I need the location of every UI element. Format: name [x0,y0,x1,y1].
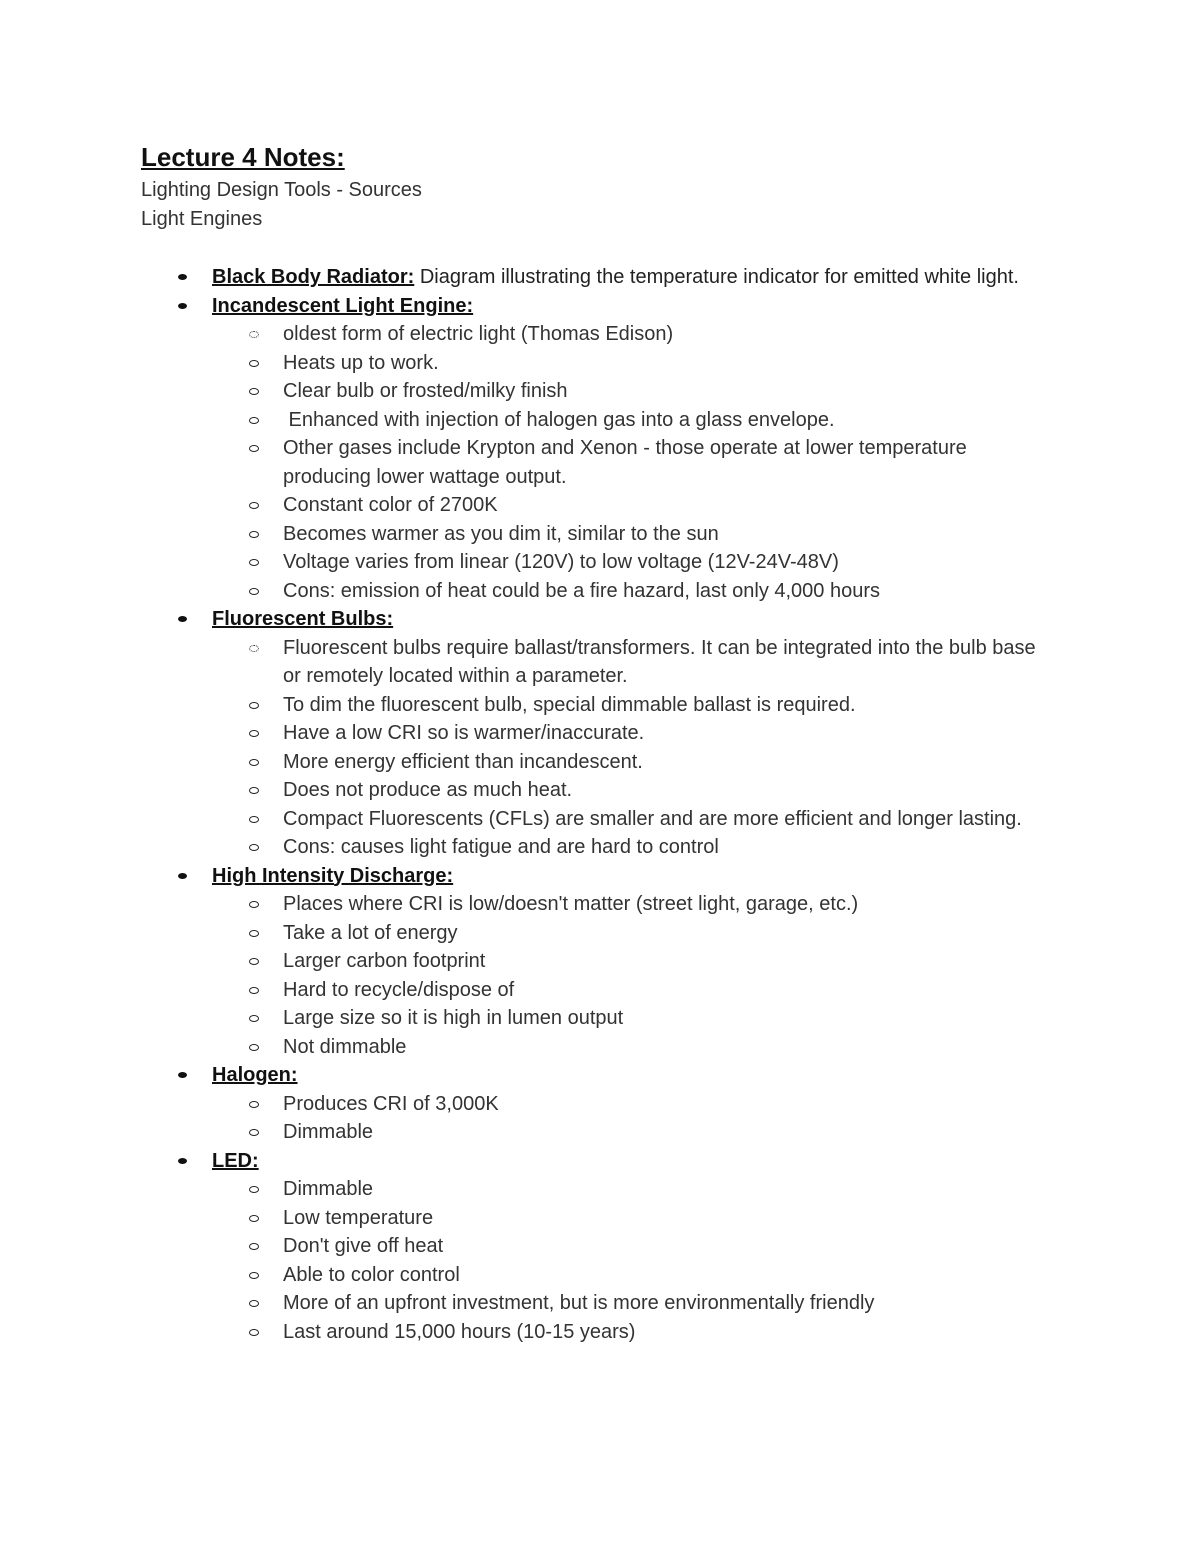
circle-bullet-icon [249,502,259,509]
list-item: Take a lot of energy [212,919,1041,948]
list-item: Does not produce as much heat. [212,776,1041,805]
circle-bullet-icon [249,645,259,652]
subtitle-light-engines: Light Engines [141,207,263,230]
list-item: More of an upfront investment, but is more environmentally friendly [212,1289,1041,1318]
topic-heading: Black Body Radiator: [212,266,415,288]
list-item: Have a low CRI so is warmer/inaccurate. [212,719,1041,748]
circle-bullet-icon [249,1272,259,1279]
topic-heading: High Intensity Discharge: [212,864,454,887]
circle-bullet-icon [249,787,259,794]
incandescent-sublist-container [141,320,1041,605]
circle-bullet-icon [249,730,259,737]
circle-bullet-icon [249,588,259,595]
circle-bullet-icon [249,844,259,851]
list-item: Places where CRI is low/doesn't matter (street light, garage, etc.) [212,890,1041,919]
hid-sublist [212,890,1041,1061]
topic-heading: LED: [212,1149,259,1172]
circle-bullet-icon [249,1300,259,1307]
topic-heading: Halogen: [212,1064,298,1086]
list-item: Able to color control [212,1261,1041,1290]
bullet-icon [178,1072,187,1078]
topic-high-intensity-discharge [141,862,1041,891]
bullet-icon [178,274,187,280]
topic-list [141,263,1041,1346]
halogen-sublist [212,1090,1041,1147]
circle-bullet-icon [249,1129,259,1136]
list-item: Don't give off heat [212,1232,1041,1261]
fluorescent-sublist [212,634,1041,862]
list-item: Compact Fluorescents (CFLs) are smaller and are more efficient and longer lasting. [212,805,1041,834]
list-item: Cons: emission of heat could be a fire hazard, last only 4,000 hours [212,577,1041,606]
hid-sublist-container [141,890,1041,1061]
list-item: Enhanced with injection of halogen gas into a glass envelope. [212,406,1041,435]
circle-bullet-icon [249,360,259,367]
list-item: Cons: causes light fatigue and are hard to control [212,833,1041,862]
list-item: Not dimmable [212,1033,1041,1062]
topic-led [141,1147,1041,1176]
circle-bullet-icon [249,1044,259,1051]
list-item: Low temperature [212,1204,1041,1233]
circle-bullet-icon [249,930,259,937]
circle-bullet-icon [249,1215,259,1222]
bullet-icon [178,1158,187,1164]
list-item: Dimmable [212,1175,1041,1204]
circle-bullet-icon [249,958,259,965]
list-item: Becomes warmer as you dim it, similar to the sun [212,520,1041,549]
topic-black-body-radiator [141,263,1041,292]
circle-bullet-icon [249,702,259,709]
bullet-icon [178,873,187,879]
list-item: Larger carbon footprint [212,947,1041,976]
list-item: Large size so it is high in lumen output [212,1004,1041,1033]
bullet-icon [178,303,187,309]
list-item: Last around 15,000 hours (10-15 years) [212,1318,1041,1347]
circle-bullet-icon [249,1101,259,1108]
circle-bullet-icon [249,901,259,908]
circle-bullet-icon [249,1186,259,1193]
circle-bullet-icon [249,1243,259,1250]
circle-bullet-icon [249,331,259,338]
topic-fluorescent [141,605,1041,634]
list-item: To dim the fluorescent bulb, special dimmable ballast is required. [212,691,1041,720]
page-title: Lecture 4 Notes: [141,142,345,172]
led-sublist-container [141,1175,1041,1346]
topic-text: Diagram illustrating the temperature indicator for emitted white light. [414,266,1019,288]
list-item: More energy efficient than incandescent. [212,748,1041,777]
circle-bullet-icon [249,987,259,994]
incandescent-sublist [212,320,1041,605]
led-sublist [212,1175,1041,1346]
list-item: Fluorescent bulbs require ballast/transformers. It can be integrated into the bulb base or remotely located within a parameter. [212,634,1041,691]
list-item: oldest form of electric light (Thomas Edison) [212,320,1041,349]
circle-bullet-icon [249,559,259,566]
circle-bullet-icon [249,1329,259,1336]
topic-heading: Incandescent Light Engine: [212,294,474,317]
circle-bullet-icon [249,816,259,823]
list-item: Hard to recycle/dispose of [212,976,1041,1005]
circle-bullet-icon [249,445,259,452]
list-item: Other gases include Krypton and Xenon - those operate at lower temperature producing lower wattage output. [212,434,1041,491]
list-item: Voltage varies from linear (120V) to low voltage (12V-24V-48V) [212,548,1041,577]
document-content [141,138,1041,1346]
circle-bullet-icon [249,531,259,538]
circle-bullet-icon [249,417,259,424]
circle-bullet-icon [249,759,259,766]
topic-incandescent [141,292,1041,321]
list-item: Constant color of 2700K [212,491,1041,520]
topic-halogen [141,1061,1041,1090]
circle-bullet-icon [249,1015,259,1022]
topic-heading: Fluorescent Bulbs: [212,608,394,630]
spacer [141,233,1041,263]
fluorescent-sublist-container [141,634,1041,862]
list-item: Heats up to work. [212,349,1041,378]
list-item: Produces CRI of 3,000K [212,1090,1041,1119]
halogen-sublist-container [141,1090,1041,1147]
bullet-icon [178,616,187,622]
circle-bullet-icon [249,388,259,395]
subtitle-lighting-design-tools: Lighting Design Tools - Sources [141,179,422,201]
list-item: Dimmable [212,1118,1041,1147]
list-item: Clear bulb or frosted/milky finish [212,377,1041,406]
